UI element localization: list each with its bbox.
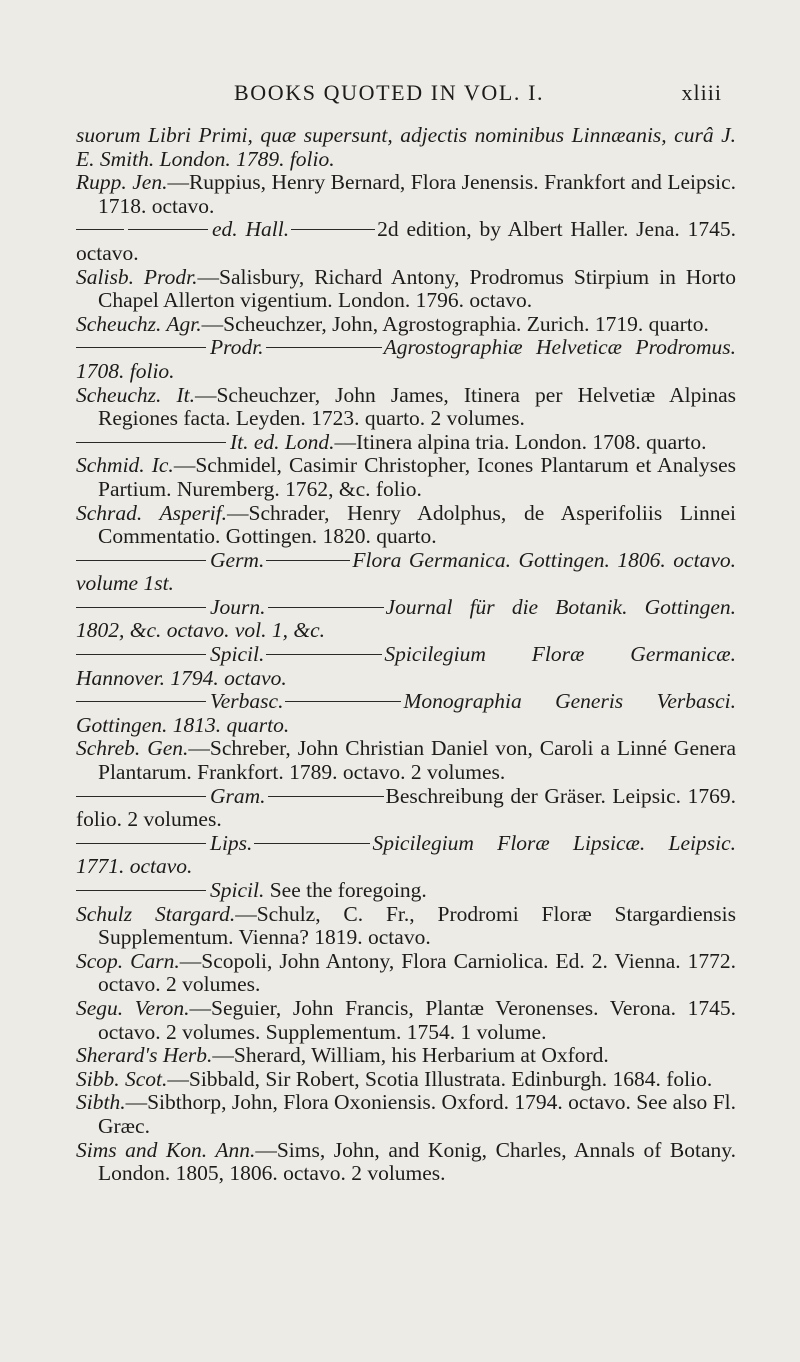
ditto-rule <box>254 843 370 844</box>
ditto-rule <box>266 347 382 348</box>
list-item: Sherard's Herb.—Sherard, William, his Herbarium at Oxford. <box>76 1043 609 1068</box>
list-item: Schreb. Gen.—Schreber, John Christian Daniel von, Caroli a Linné Genera Plantarum. Frankfort. 1789. octavo. 2 volumes. <box>76 736 736 785</box>
list-item: Lips. Spicilegium Floræ Lipsicæ. Leipsic. 1771. octavo. <box>76 830 736 879</box>
list-item: Gram. Beschreibung der Gräser. Leipsic. 1769. folio. 2 volumes. <box>76 783 736 832</box>
ditto-rule <box>76 607 206 608</box>
list-item: suorum Libri Primi, quæ supersunt, adjectis nominibus Linnæanis, curâ J. E. Smith. London. 1789. folio. <box>76 123 736 171</box>
ditto-rule <box>76 843 206 844</box>
list-item: Schulz Stargard.—Schulz, C. Fr., Prodromi Floræ Stargardiensis Supplementum. Vienna? 1819. octavo. <box>76 901 736 950</box>
page-number: xliii <box>681 80 722 105</box>
running-title: BOOKS QUOTED IN VOL. I. <box>234 80 545 105</box>
page-header <box>0 80 800 110</box>
bibliography-list <box>76 124 736 1186</box>
ditto-rule <box>266 654 382 655</box>
list-item: Sibth.—Sibthorp, John, Flora Oxoniensis. Oxford. 1794. octavo. See also Fl. Græc. <box>76 1090 736 1138</box>
ditto-rule <box>76 796 206 797</box>
list-item: It. ed. Lond.—Itinera alpina tria. London. 1708. quarto. <box>76 431 736 455</box>
list-item: Journ. Journal für die Botanik. Gottingen. 1802, &c. octavo. vol. 1, &c. <box>76 594 736 643</box>
ditto-rule <box>76 654 206 655</box>
list-item: Segu. Veron.—Seguier, John Francis, Plantæ Veronenses. Verona. 1745. octavo. 2 volumes. Supplementum. 1754. 1 volume. <box>76 995 737 1044</box>
list-item: ed. Hall. 2d edition, by Albert Haller. Jena. 1745. octavo. <box>76 217 736 265</box>
list-item: Germ. Flora Germanica. Gottingen. 1806. octavo. volume 1st. <box>76 547 736 596</box>
list-item: Sims and Kon. Ann.—Sims, John, and Konig, Charles, Annals of Botany. London. 1805, 1806. octavo. 2 volumes. <box>76 1137 736 1186</box>
list-item: Prodr. Agrostographiæ Helveticæ Prodromus. 1708. folio. <box>76 335 736 383</box>
ditto-rule <box>76 347 206 348</box>
ditto-rule <box>76 229 124 230</box>
ditto-rule <box>291 229 375 230</box>
list-item: Spicil. Spicilegium Floræ Germanicæ. Hannover. 1794. octavo. <box>76 642 736 690</box>
list-item: Salisb. Prodr.—Salisbury, Richard Antony, Prodromus Stirpium in Horto Chapel Allerton vigentium. London. 1796. octavo. <box>76 264 736 313</box>
list-item: Schrad. Asperif.—Schrader, Henry Adolphus, de Asperifoliis Linnei Commentatio. Gottingen. 1820. quarto. <box>76 500 736 549</box>
ditto-rule <box>268 607 384 608</box>
ditto-rule <box>76 701 206 702</box>
ditto-rule <box>76 560 206 561</box>
list-item: Sibb. Scot.—Sibbald, Sir Robert, Scotia Illustrata. Edinburgh. 1684. folio. <box>76 1066 713 1091</box>
ditto-rule <box>76 442 226 443</box>
list-item: Scheuchz. It.—Scheuchzer, John James, Itinera per Helvetiæ Alpinas Regiones facta. Leyden. 1723. quarto. 2 volumes. <box>76 382 736 431</box>
list-item: Rupp. Jen.—Ruppius, Henry Bernard, Flora Jenensis. Frankfort and Leipsic. 1718. octavo. <box>76 170 737 218</box>
list-item: Spicil. See the foregoing. <box>76 879 736 903</box>
ditto-rule <box>285 701 401 702</box>
ditto-rule <box>128 229 208 230</box>
ditto-rule <box>268 796 384 797</box>
ditto-rule <box>76 890 206 891</box>
list-item: Scop. Carn.—Scopoli, John Antony, Flora Carniolica. Ed. 2. Vienna. 1772. octavo. 2 volumes. <box>76 948 737 997</box>
list-item: Schmid. Ic.—Schmidel, Casimir Christopher, Icones Plantarum et Analyses Partium. Nuremberg. 1762, &c. folio. <box>76 453 736 501</box>
list-item: Verbasc. Monographia Generis Verbasci. Gottingen. 1813. quarto. <box>76 689 736 737</box>
list-item: Scheuchz. Agr.—Scheuchzer, John, Agrostographia. Zurich. 1719. quarto. <box>76 311 709 336</box>
ditto-rule <box>266 560 350 561</box>
